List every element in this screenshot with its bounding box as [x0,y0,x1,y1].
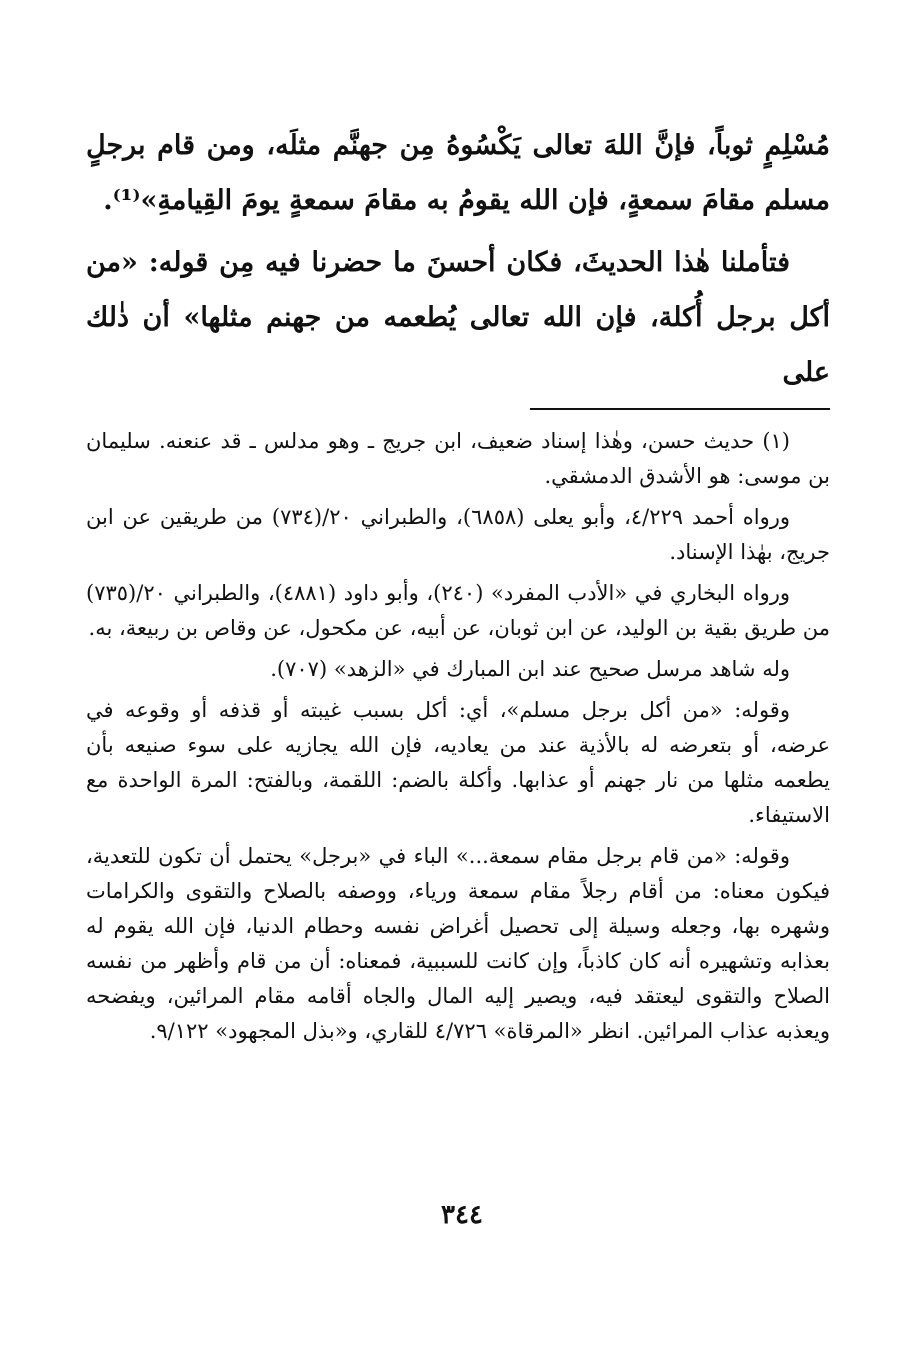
footnote-paragraph: ورواه أحمد ٤/٢٢٩، وأبو يعلى (٦٨٥٨)، والطبراني ٢٠/(٧٣٤) من طريقين عن ابن جريج، بهٰذا الإسناد. [86,505,830,564]
footnote-paragraph: (١) حديث حسن، وهٰذا إسناد ضعيف، ابن جريج ـ وهو مدلس ـ قد عنعنه. سليمان بن موسى: هو الأشدق الدمشقي. [86,429,830,488]
footnote-paragraph: وله شاهد مرسل صحيح عند ابن المبارك في «الزهد» (٧٠٧). [270,657,790,681]
footnotes [86,424,830,1049]
footnote-paragraph: وقوله: «من أكل برجل مسلم»، أي: أكل بسبب غيبته أو قذفه أو وقوعه في عرضه، أو بتعرضه له بالأذية عند من يعاديه، فإن الله يجازيه على سوء صنيعه بأن يطعمه مثلها من نار جهنم أو عذابها. وأكلة بالضم: اللقمة، وبالفتح: المرة الواحدة مع الاستيفاء. [86,698,830,827]
main-text [86,118,830,400]
page-body [86,118,830,1055]
main-paragraph-2: فتأملنا هٰذا الحديثَ، فكان أحسنَ ما حضرنا فيه مِن قوله: «من أكل برجل أُكلة، فإن الله تعالى يُطعمه من جهنم مثلها» أن ذٰلك على [86,247,830,388]
page-number: ٣٤٤ [441,1200,483,1230]
footnote-paragraph: وقوله: «من قام برجل مقام سمعة...» الباء في «برجل» يحتمل أن تكون للتعدية، فيكون معناه: من أقام رجلاً مقام سمعة ورياء، ووصفه بالصلاح والتقوى والكرامات وشهره بها، وجعله وسيلة إلى تحصيل أغراض نفسه وحطام الدنيا، فإن الله يقوم له بعذابه وتشهيره أنه كان كاذباً، وإن كانت للسببية، فمعناه: أن من قام وأظهر من نفسه الصلاح والتقوى ليعتقد فيه، ويصير إليه المال والجاه أقامه مقام المرائين، ويفضحه ويعذبه عذاب المرائين. انظر «المرقاة» ٤/٧٢٦ للقاري، و«بذل المجهود» ٩/١٢٢. [86,844,830,1043]
footnote-paragraph: ورواه البخاري في «الأدب المفرد» (٢٤٠)، وأبو داود (٤٨٨١)، والطبراني ٢٠/(٧٣٥) من طريق بقية بن الوليد، عن ابن ثوبان، عن أبيه، عن مكحول، عن وقاص بن ربيعة، به. [86,581,830,640]
main-paragraph-1: مُسْلِمٍ ثوباً، فإنَّ اللهَ تعالى يَكْسُوهُ مِن جهنَّم مثلَه، ومن قام برجلٍ مسلم مقامَ سمعةٍ، فإن الله يقومُ به مقامَ سمعةٍ يومَ القِيامةِ»⁽¹⁾. [86,130,830,216]
footnote-separator [530,408,830,410]
